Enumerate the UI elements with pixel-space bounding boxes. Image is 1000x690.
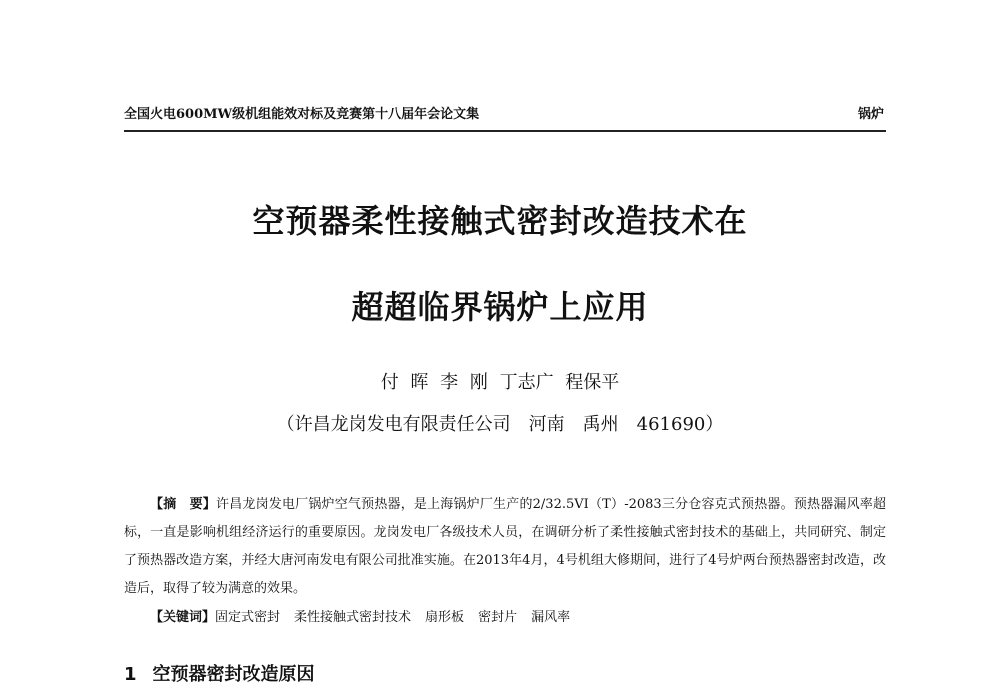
keyword: 固定式密封 <box>215 610 281 625</box>
keyword: 漏风率 <box>531 610 571 625</box>
keywords-label: 【关键词】 <box>150 610 216 625</box>
author-list: 付 晖 李 刚 丁志广 程保平 <box>380 372 620 393</box>
section-number: 1 <box>124 664 137 685</box>
section-title: 空预器密封改造原因 <box>152 664 315 685</box>
keyword: 扇形板 <box>425 610 465 625</box>
author-affiliation: （许昌龙岗发电有限责任公司 河南 禹州 461690） <box>276 414 724 435</box>
abstract-block <box>124 491 886 603</box>
abstract-paragraph <box>124 491 886 603</box>
paper-title-line-1: 空预器柔性接触式密封改造技术在 <box>252 202 748 240</box>
running-header <box>124 104 886 132</box>
header-proceedings-title: 全国火电600MW级机组能效对标及竞赛第十八届年会论文集 <box>124 107 480 122</box>
header-section-label: 锅炉 <box>857 107 884 122</box>
abstract-text: 许昌龙岗发电厂锅炉空气预热器，是上海锅炉厂生产的2/32.5VI（T）-2083三分仓容克式预热器。预热器漏风率超标，一直是影响机组经济运行的重要原因。龙岗发电厂各级技术人员，在调研分析了柔性接触式密封技术的基础上，共同研究、制定了预热器改造方案，并经大唐河南发电有限公司批准实施。在2013年4月，4号机组大修期间，进行了4号炉两台预热器密封改造，改造后，取得了较为满意的效果。 <box>124 497 886 596</box>
keyword: 柔性接触式密封技术 <box>294 610 412 625</box>
keyword: 密封片 <box>478 610 518 625</box>
abstract-label: 【摘 要】 <box>150 497 216 512</box>
paper-title-line-2: 超超临界锅炉上应用 <box>351 288 649 326</box>
keywords-line <box>124 604 886 632</box>
section-heading <box>124 660 315 686</box>
